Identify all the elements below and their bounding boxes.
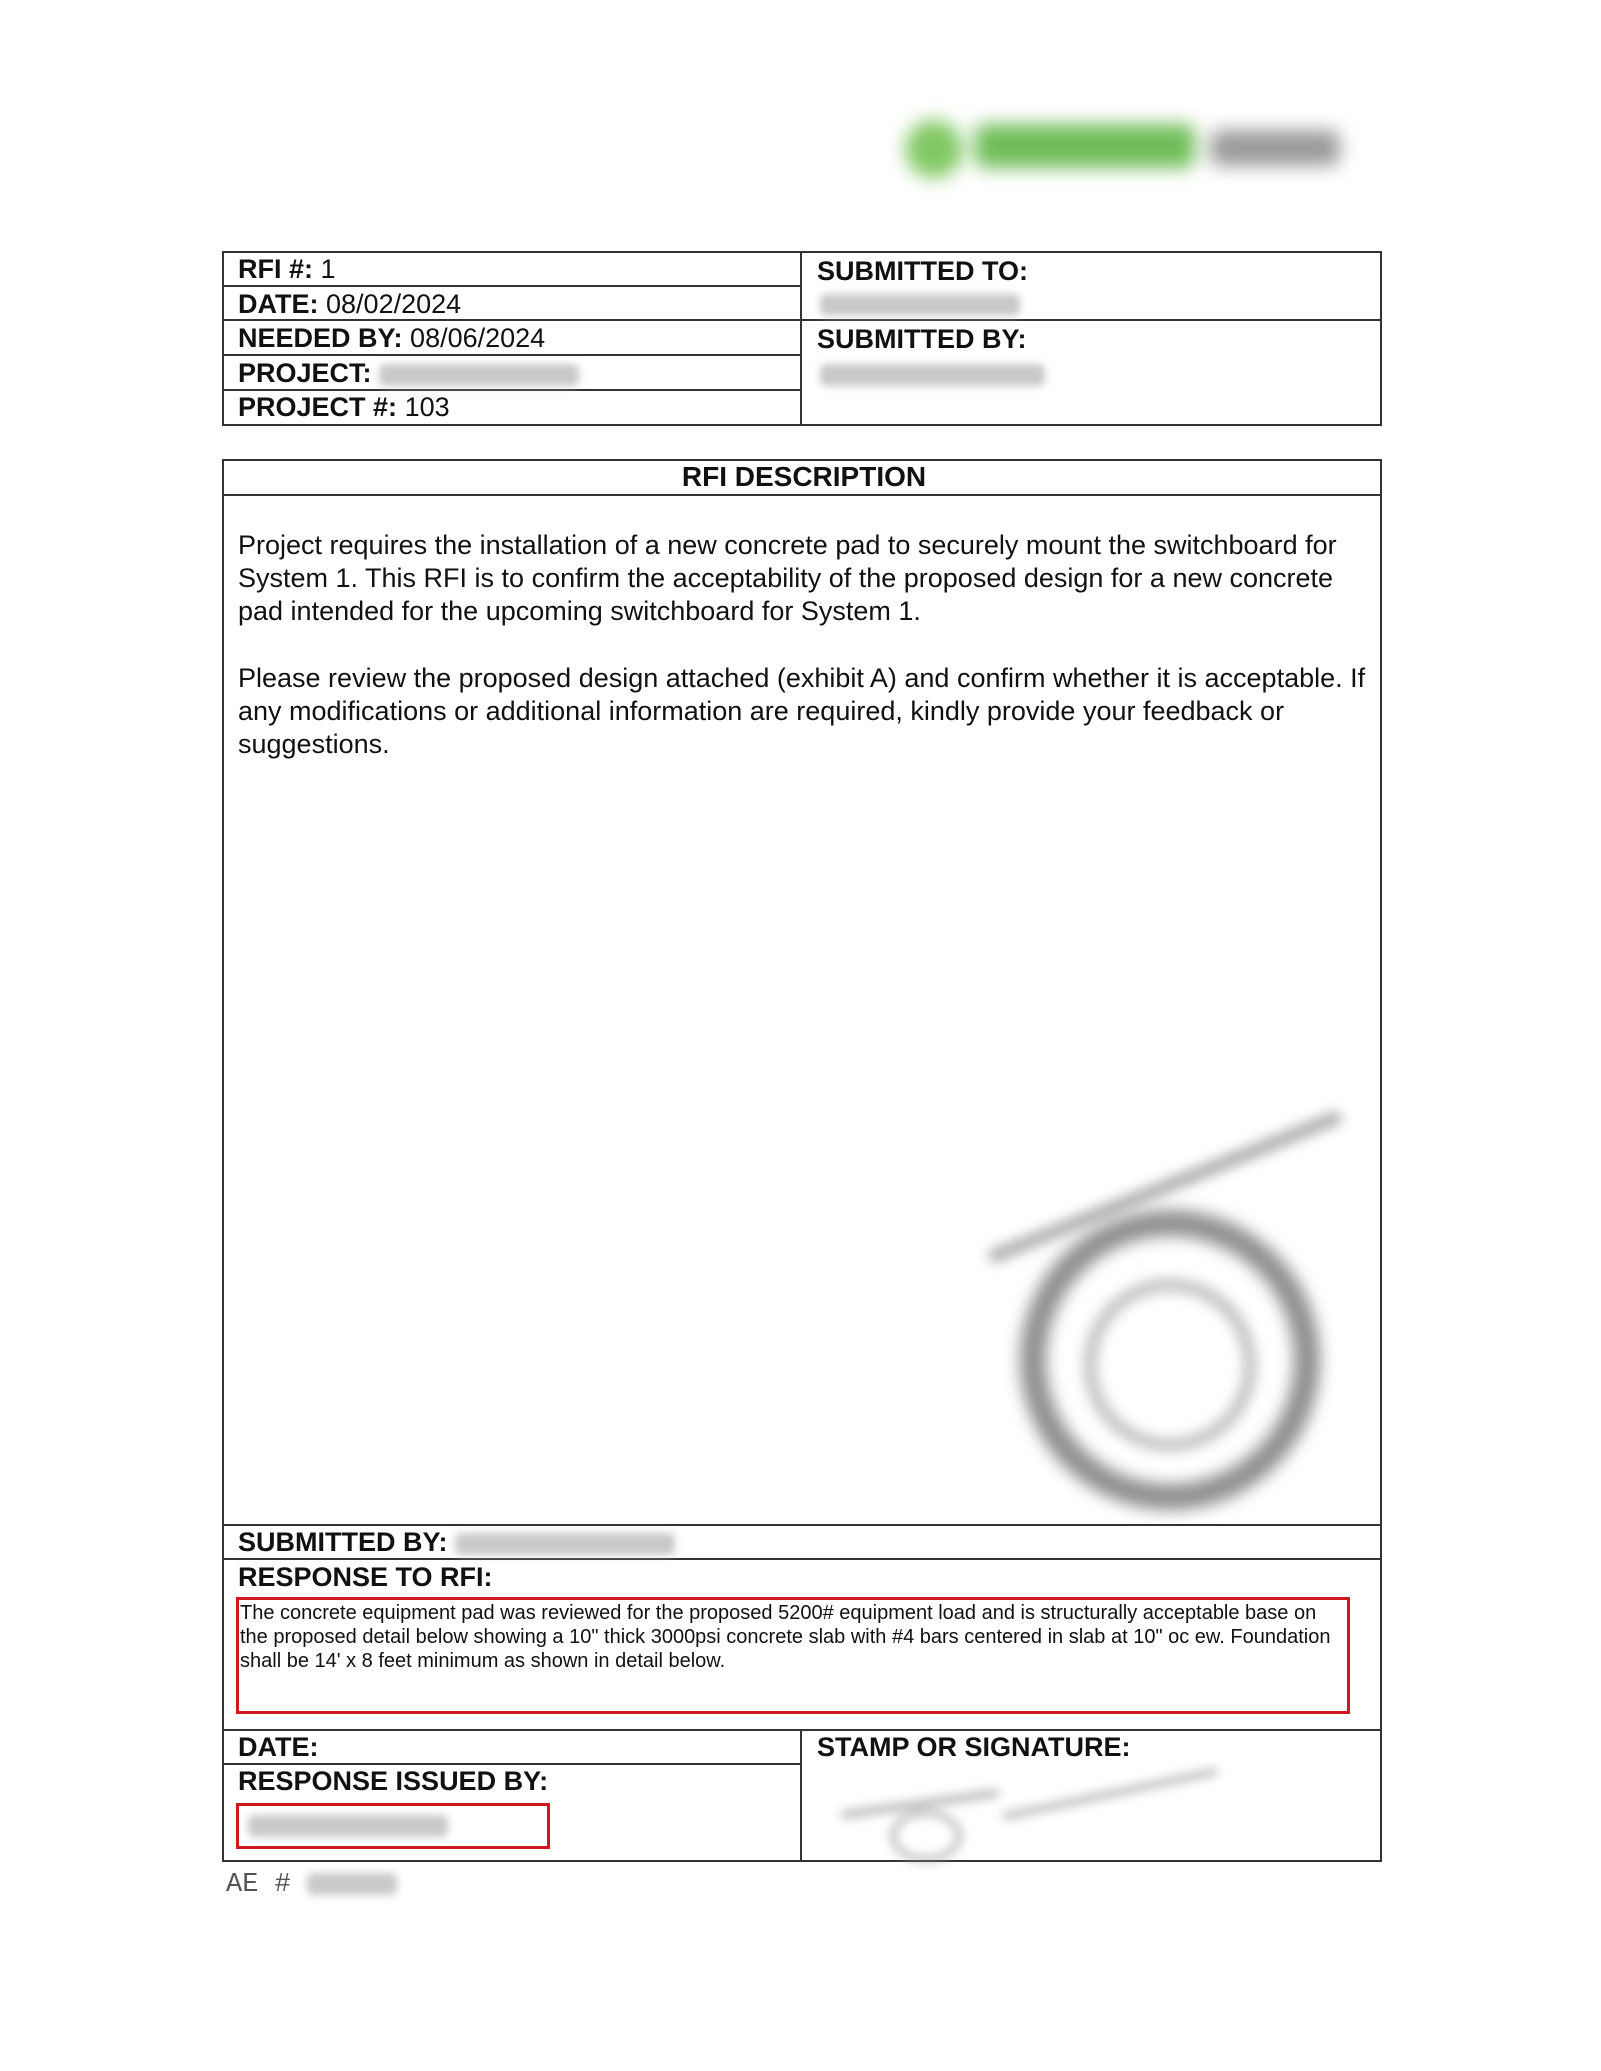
submitted-by-field: SUBMITTED BY: [817,324,1027,354]
company-logo [905,108,1345,180]
signature [830,1770,1240,1850]
ae-number: AE # [226,1870,397,1900]
redacted-ae-number [307,1873,397,1895]
description-paragraph-2: Please review the proposed design attached (exhibit A) and confirm whether it is acceptable. If any modifications or additional information are required, kindly provide your feedback or suggestions. [238,663,1366,759]
stamp-or-signature-label: STAMP OR SIGNATURE: [817,1732,1131,1762]
footer-date-field: DATE: [238,1732,319,1762]
description-paragraph-1: Project requires the installation of a new concrete pad to securely mount the switchboard for System 1. This RFI is to confirm the acceptability of the proposed design for a new concrete pad intended for the upcoming switchboard for System 1. [238,530,1337,626]
redacted-footer-submitted-by [455,1533,675,1555]
redacted-issued-by [248,1815,448,1837]
response-to-rfi-label: RESPONSE TO RFI: [238,1562,493,1592]
needed-by-field: NEEDED BY: 08/06/2024 [238,323,546,353]
engineer-stamp-inner [1085,1280,1255,1450]
footer-submitted-by: SUBMITTED BY: [238,1526,675,1558]
rfi-number-field: RFI #: 1 [238,254,336,284]
response-text: The concrete equipment pad was reviewed for the proposed 5200# equipment load and is structurally acceptable base on the proposed detail below showing a 10" thick 3000psi concrete slab with #4 bars centered in slab at 10" oc ew. Foundation shall be 14' x 8 feet minimum as shown in detail below. [240,1602,1331,1672]
redacted-project-name [379,364,579,386]
project-number-field: PROJECT #: 103 [238,392,450,422]
redacted-submitted-by [820,364,1045,386]
date-field: DATE: 08/02/2024 [238,289,462,319]
response-issued-by-label: RESPONSE ISSUED BY: [238,1766,549,1796]
redacted-submitted-to [820,294,1020,316]
project-field: PROJECT: [238,357,579,389]
rfi-description-title: RFI DESCRIPTION [681,461,927,492]
submitted-to-field: SUBMITTED TO: [817,256,1028,286]
